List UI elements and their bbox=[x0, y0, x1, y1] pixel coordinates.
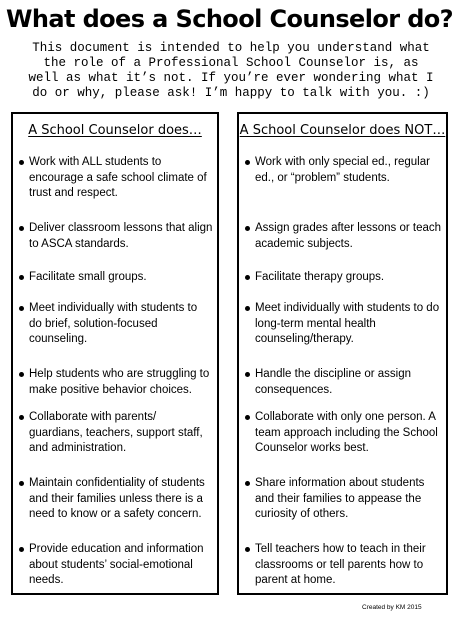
bullet-icon bbox=[245, 306, 250, 311]
list-item bbox=[239, 542, 446, 589]
credit-text: Created by KM 2015 bbox=[362, 604, 422, 611]
list-item-text: Facilitate therapy groups. bbox=[255, 271, 385, 283]
list-item bbox=[13, 270, 217, 286]
bullet-icon bbox=[19, 226, 24, 231]
bullet-icon bbox=[245, 415, 250, 420]
list-item bbox=[239, 221, 446, 252]
list-item bbox=[13, 221, 217, 252]
bullet-icon bbox=[19, 481, 24, 486]
list-item-text: Deliver classroom lessons that align to ASCA standards. bbox=[29, 222, 213, 250]
intro-text: This document is intended to help you understand what the role of a Professional School Counselor is, as well as what it’s not. If you’re ever wondering what I do or why, please ask! I’m happy to talk with you. :) bbox=[28, 41, 434, 100]
list-item bbox=[13, 476, 217, 523]
page-title: What does a School Counselor do? bbox=[5, 5, 453, 33]
bullet-icon bbox=[19, 306, 24, 311]
bullet-icon bbox=[245, 226, 250, 231]
list-item bbox=[13, 367, 217, 398]
list-item-text: Provide education and information about students’ social-emotional needs. bbox=[29, 543, 204, 586]
list-item-text: Tell teachers how to teach in their classrooms or tell parents how to parent at home. bbox=[255, 543, 426, 586]
list-item-text: Facilitate small groups. bbox=[29, 271, 147, 283]
list-item-text: Work with only special ed., regular ed., or “problem” students. bbox=[255, 156, 430, 184]
list-item-text: Meet individually with students to do long-term mental health counseling/therapy. bbox=[255, 302, 440, 345]
bullet-icon bbox=[19, 547, 24, 552]
bullet-icon bbox=[19, 372, 24, 377]
list-item-text: Collaborate with parents/ guardians, teachers, support staff, and administration. bbox=[29, 411, 203, 454]
bullet-icon bbox=[19, 275, 24, 280]
does-heading: A School Counselor does… bbox=[28, 123, 202, 138]
list-item-text: Work with ALL students to encourage a safe school climate of trust and respect. bbox=[29, 156, 207, 199]
list-item-text: Meet individually with students to do brief, solution-focused counseling. bbox=[29, 302, 198, 345]
list-item bbox=[239, 155, 446, 186]
bullet-icon bbox=[245, 275, 250, 280]
list-item-text: Help students who are struggling to make positive behavior choices. bbox=[29, 368, 210, 396]
list-item bbox=[13, 301, 217, 348]
list-item bbox=[239, 476, 446, 523]
bullet-icon bbox=[19, 160, 24, 165]
bullet-icon bbox=[245, 160, 250, 165]
list-item-text: Collaborate with only one person. A team approach including the School Counselor works best. bbox=[255, 411, 438, 454]
bullet-icon bbox=[245, 481, 250, 486]
does-panel bbox=[11, 112, 219, 595]
does-not-panel bbox=[237, 112, 448, 595]
list-item bbox=[239, 301, 446, 348]
list-item bbox=[239, 410, 446, 457]
list-item bbox=[239, 270, 446, 286]
list-item bbox=[13, 542, 217, 589]
bullet-icon bbox=[19, 415, 24, 420]
bullet-icon bbox=[245, 547, 250, 552]
list-item bbox=[13, 155, 217, 202]
list-item bbox=[13, 410, 217, 457]
list-item-text: Assign grades after lessons or teach academic subjects. bbox=[255, 222, 442, 250]
list-item-text: Handle the discipline or assign consequences. bbox=[255, 368, 411, 396]
bullet-icon bbox=[245, 372, 250, 377]
list-item bbox=[239, 367, 446, 398]
list-item-text: Share information about students and their families to appease the curiosity of others. bbox=[255, 477, 425, 520]
list-item-text: Maintain confidentiality of students and their families unless there is a need to know or a safety concern. bbox=[29, 477, 205, 520]
does-not-heading: A School Counselor does NOT… bbox=[239, 123, 446, 138]
